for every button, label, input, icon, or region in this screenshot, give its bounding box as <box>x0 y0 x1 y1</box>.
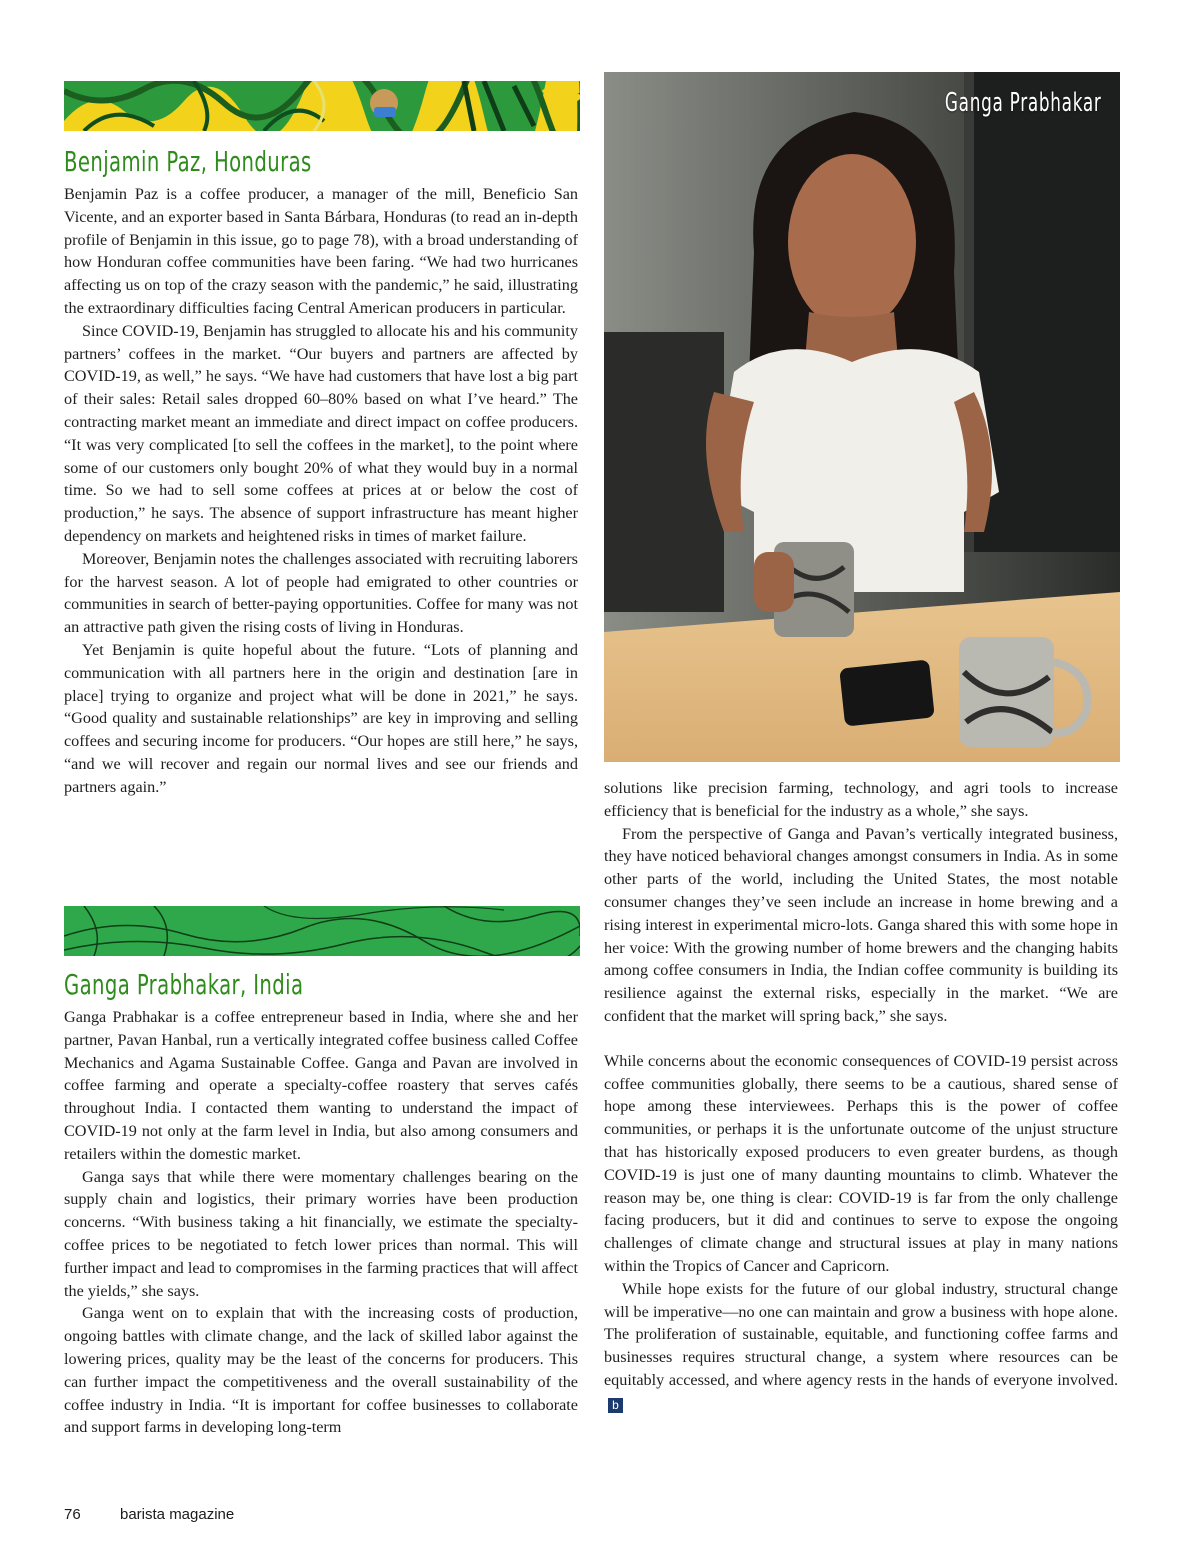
magazine-name: barista magazine <box>120 1506 235 1523</box>
paragraph: Since COVID-19, Benjamin has struggled to allocate his and his community partners’ coffees in the market. “Our buyers and partners are affected by COVID-19, as well,” he says. “We have had customers that have lost a big part of their sales: Retail sales dropped 60–80% based on what I’ve heard.” The contracting market meant an immediate and direct impact on coffee producers. “It was very complicated [to sell the coffees in the market], to the point where some of our customers only bought 20% of what they would buy in a normal time. So we had to sell some coffees at prices at or below the cost of production,” he says. The absence of support infrastructure has meant higher dependency on markets and heightened risks in times of market failure. <box>64 321 578 545</box>
paragraph: While concerns about the economic consequences of COVID-19 persist across coffee communities globally, there seems to be a cautious, shared sense of hope among these interviewees. Perhaps this is the power of coffee communities, or perhaps it is the unfortunate outcome of the unjust structure that has historically exposed producers to even greater burdens, as though COVID-19 is just one of many daunting mountains to climb. Whatever the reason may be, one thing is clear: COVID-19 is far from the only challenge facing producers, but it did and continues to serve to expose the ongoing challenges of climate change and structural issues at play in many nations within the Tropics of Cancer and Capricorn. <box>604 1051 1118 1275</box>
paragraph: Yet Benjamin is quite hopeful about the future. “Lots of planning and communication with all partners here in the origin and destination [are in place] trying to organize and project what will be done in 2021,” he says. “Good quality and sustainable relationships” are key in improving and selling coffees and securing income for producers. “Our hopes are still here,” he says, “and we will recover and regain our normal lives and see our friends and partners again.” <box>64 640 578 796</box>
paragraph <box>604 1278 1118 1415</box>
ganga-illustration-banner <box>64 906 580 956</box>
section-heading-paz: Benjamin Paz, Honduras <box>64 145 312 178</box>
paz-article-column <box>64 183 578 799</box>
paragraph: solutions like precision farming, technology, and agri tools to increase efficiency that is beneficial for the industry as a whole,” she says. <box>604 779 1118 820</box>
paragraph: Ganga says that while there were momentary challenges bearing on the supply chain and logistics, their primary worries have been production concerns. “With business taking a hit financially, we estimate the specialty-coffee prices to be negotiated to fetch lower prices than normal. This will further impact and lead to compromises in the farming practices that will affect the yields,” she says. <box>64 1167 578 1300</box>
photo-caption: Ganga Prabhakar <box>945 88 1102 118</box>
paragraph: Ganga went on to explain that with the increasing costs of production, ongoing battles with climate change, and the lack of skilled labor against the lowering prices, quality may be the least of the concerns for producers. This can further impact the competitiveness and the overall sustainability of the coffee industry in India. “It is important for coffee businesses to collaborate and support farms in developing long-term <box>64 1304 578 1437</box>
section-heading-ganga: Ganga Prabhakar, India <box>64 968 304 1001</box>
paragraph: Moreover, Benjamin notes the challenges associated with recruiting laborers for the harvest season. A lot of people had emigrated to other countries or communities in search of better-paying opportunities. Coffee for many was not an attractive path given the rising costs of living in Honduras. <box>64 549 578 637</box>
paragraph-text: While hope exists for the future of our global industry, structural change will be imperative—no one can maintain and grow a business with hope alone. The proliferation of sustainable, equitable, and functioning coffee farms and businesses requires structural change, a system where resources can be equitably accessed, and where agency rests in the hands of everyone involved. <box>604 1279 1118 1389</box>
right-article-column <box>604 777 1118 1415</box>
ganga-article-column <box>64 1006 578 1439</box>
ganga-portrait-photo <box>604 72 1120 762</box>
page-number: 76 <box>64 1506 81 1523</box>
paragraph: From the perspective of Ganga and Pavan’s vertically integrated business, they have noticed behavioral changes amongst consumers in India. As in some other parts of the world, including the United States, the most notable consumer changes they’ve seen include an increase in home brewing and a rising interest in experimental micro-lots. Ganga shared this with some hope in her voice: With the growing number of home brewers and the changing habits among coffee consumers in India, the Indian coffee community is building its resilience against the external risks, especially in the market. “We are confident that the market will spring back,” she says. <box>604 824 1118 1025</box>
paragraph: Ganga Prabhakar is a coffee entrepreneur based in India, where she and her partner, Pavan Hanbal, run a vertically integrated coffee business called Coffee Mechanics and Agama Sustainable Coffee. Ganga and Pavan are involved in coffee farming and operate a specialty-coffee roastery that serves cafés throughout India. I contacted them wanting to understand the impact of COVID-19 not only at the farm level in India, but also among consumers and retailers within the domestic market. <box>64 1008 578 1163</box>
end-of-article-mark: b <box>608 1398 623 1413</box>
paragraph: Benjamin Paz is a coffee producer, a manager of the mill, Beneficio San Vicente, and an exporter based in Santa Bárbara, Honduras (to read an in-depth profile of Benjamin in this issue, go to page 78), with a broad understanding of how Honduran coffee communities have been faring. “We had two hurricanes affecting us on top of the crazy season with the pandemic,” he said, illustrating the extraordinary difficulties facing Central American producers in particular. <box>64 185 578 317</box>
page-footer <box>64 1506 234 1523</box>
paz-illustration-banner <box>64 81 580 131</box>
